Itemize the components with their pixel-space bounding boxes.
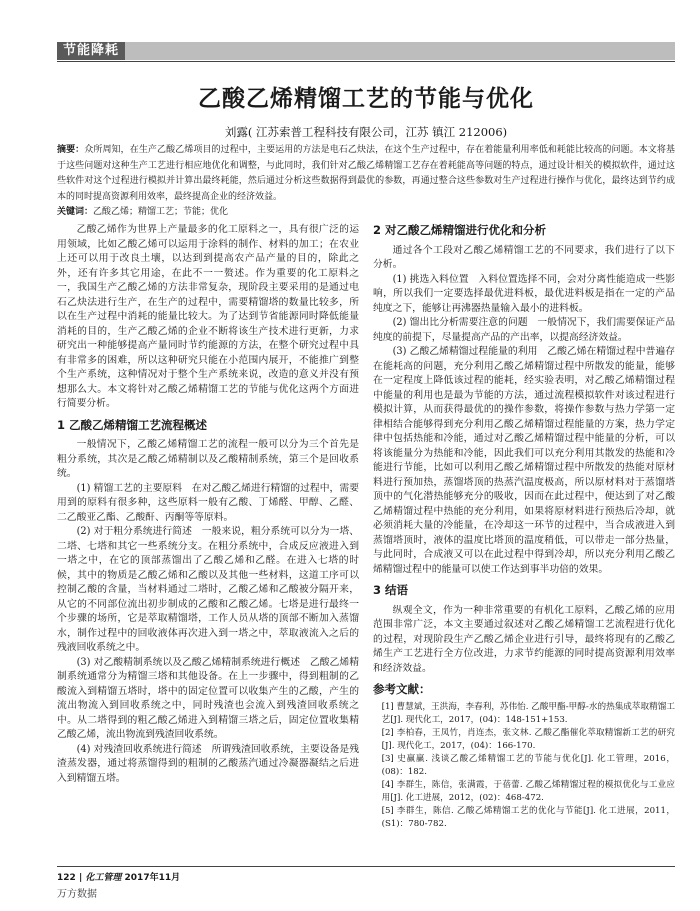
body-paragraph: (1) 挑选入料位置 入料位置选择不同，会对分离性能造成一些影响，所以我们一定要选择最优进料板，最优进料板是指在一定的产品纯度之下，能够让再沸器热量输入最小的进料板。 xyxy=(373,273,675,314)
body-paragraph: 一般情况下，乙酸乙烯精馏工艺的流程一般可以分为三个首先是粗分系统，其次是乙酸乙烯精制以及乙酸精制系统，第三个是回收系统。 xyxy=(57,439,359,479)
article-title: 乙酸乙烯精馏工艺的节能与优化 xyxy=(198,86,534,112)
body-paragraph: (2) 对于粗分系统进行简述 一般来说，粗分系统可以分为一塔、二塔、七塔和其它一些系统分支。在粗分系统中，合成反应液进入到一塔之中，在它的顶部蒸馏出了乙酸乙烯和乙醛。在进入七塔的时候，其中的物质是乙酸乙烯和乙酸以及其他一些材料，这道工序可以控制乙酸的含量，当材料通过二塔时，乙酸乙烯和乙酸被分隔开来，从它的不同部位流出初步制成的乙酸和乙酸乙烯。七塔是进行最终一个步骤的场所，它是萃取精馏塔，工作人员从塔的顶部不断加入蒸馏水，制作过程中的回收液体再次进入到一塔之中，萃取液流入之后的残液回收系统之中。 xyxy=(57,526,359,653)
section-heading-3: 3 结语 xyxy=(373,583,409,597)
body-paragraph: (4) 对残渣回收系统进行简述 所谓残渣回收系统，主要设备是残渣蒸发器，通过将蒸馏得到的粗制的乙酸蒸汽通过冷凝器凝结之后进入到精馏五塔。 xyxy=(57,743,359,784)
references-title: 参考文献： xyxy=(373,682,431,696)
header-rule xyxy=(57,61,675,62)
body-paragraph: (1) 精馏工艺的主要原料 在对乙酸乙烯进行精馏的过程中，需要用到的原料有很多种，这些原料一般有乙酸、丁烯醛、甲醇、乙醛、二乙酸亚乙酯、乙酸酐、丙酮等等原料。 xyxy=(57,482,359,523)
references-list xyxy=(373,701,675,831)
abstract xyxy=(57,143,675,205)
keywords-text: 乙酸乙烯；精馏工艺；节能；优化 xyxy=(93,207,229,217)
journal-name: 化工管理 xyxy=(85,873,122,883)
section-tag: 节能降耗 xyxy=(57,42,125,60)
body-paragraph: 纵观全文，作为一种非常重要的有机化工原料，乙酸乙烯的应用范围非常广泛，本文主要通过叙述对乙酸乙烯精馏工艺流程进行优化的过程，对现阶段生产乙酸乙烯企业进行引导，最终将现有的乙酸乙烯生产工艺进行全方位改进，力求节约能源的同时提高资源利用效率和经济效益。 xyxy=(373,604,675,674)
keywords xyxy=(57,205,675,219)
body-paragraph: (3) 乙酸乙烯精馏过程能量的利用 乙酸乙烯在精馏过程中普遍存在能耗高的问题，充分利用乙酸乙烯精馏过程中所散发的能量，能够在一定程度上降低该过程的能耗，经实验表明，对乙酸乙烯精馏过程中能量的利用也是最为节能的方法，通过流程模拟软件对该过程进行模拟计算，从而获得最优的的操作参数，将操作参数与热力学第一定律相结合能够得到充分利用乙酸乙烯精馏过程能量的方案，热力学定律中包括热能和冷能，通过对乙酸乙烯精馏过程中能量的分析，可以将该能量分为热能和冷能，因此我们可以充分利用其散发的热能和冷能进行节能，比如可以利用乙酸乙烯精馏过程中所散发的热能对原材料进行预加热，蒸馏塔顶的热蒸汽温度极高，所以原材料对于蒸馏塔顶中的气化潜热能够充分的吸收，因而在此过程中，便达到了对乙酸乙烯精馏过程中热能的充分利用，如果将原材料进行预热后冷却，就必须消耗大量的冷能量，在冷却这一环节的过程中，当合成液进入到蒸馏塔顶时，液体的温度比塔顶的温度稍低，可以带走一部分热量，与此同时，合成液又可以在此过程中得到冷却，所以充分利用乙酸乙烯精馏过程中的能量可以使工作达到事半功倍的效果。 xyxy=(373,346,675,575)
page-number: 122 xyxy=(57,873,76,883)
header-band xyxy=(57,42,675,60)
reference-item: [4] 李群生，陈信，张满霞，于蓓蕾. 乙酸乙烯精馏过程的模拟优化与工业应用[J]. 化工进展，2012，(02)：468-472. xyxy=(381,779,675,803)
reference-item: [5] 李群生，陈信. 乙酸乙烯精馏工艺的优化与节能[J]. 化工进展，2011，(S1)：780-782. xyxy=(381,805,675,829)
footer-rule xyxy=(57,866,675,867)
abstract-text: 众所周知，在生产乙酸乙烯项目的过程中，主要运用的方法是电石乙炔法，在这个生产过程中，存在着能量利用率低和耗能比较高的问题。本文将基于这些问题对这种生产工艺进行相应地优化和调整，与此同时，我们针对乙酸乙烯精馏工艺存在着耗能高等问题的特点，通过设计相关的模拟软件，通过这些软件对这个过程进行模拟并计算出最终耗能，然后通过分析这些数据得到最优的参数，再通过整合这些参数对生产过程进行操作与优化，最终达到节约成本的同时提高资源利用效率，最终提高企业的经济效益。 xyxy=(57,145,675,202)
page-footer xyxy=(57,870,180,883)
section-heading-1: 1 乙酸乙烯精馏工艺流程概述 xyxy=(57,417,208,432)
body-paragraph: (3) 对乙酸精制系统以及乙酸乙烯精制系统进行概述 乙酸乙烯精制系统通常分为精馏三塔和其他设备。在上一步骤中，得到粗制的乙酸流入到精馏五塔时，塔中的固定位置可以收集产生的乙酸，产生的流出物流入到回收系统之中，同时残渣也会流入到残渣回收系统之中。从二塔得到的粗乙酸乙烯进入到精馏三塔之后，固定位置收集精乙酸乙烯，流出物流到残渣回收系统。 xyxy=(57,656,359,740)
wanfang-watermark: 万方数据 xyxy=(57,889,97,900)
body-paragraph: (2) 馏出比分析需要注意的问题 一般情况下，我们需要保证产品纯度的前提下，尽量提高产品的产出率，以提高经济效益。 xyxy=(373,317,675,343)
reference-item: [3] 史赢赢. 浅谈乙酸乙烯精馏工艺的节能与优化[J]. 化工管理，2016，(08)：182. xyxy=(381,753,675,777)
reference-item: [2] 李柏春，王凤竹，肖连杰，张文林. 乙酸乙酯催化萃取精馏新工艺的研究[J]. 现代化工，2017，(04)：166-170. xyxy=(381,727,675,751)
intro-paragraph: 乙酸乙烯作为世界上产量最多的化工原料之一，具有很广泛的运用领域，比如乙酸乙烯可以运用于涂料的制作、材料的加工；在农业上还可以用于改良土壤，以达到到提高农产品产量的目的，除此之外，还有许多其它用途，在此不一一赘述。作为重要的化工原料之一，我国生产乙酸乙烯的方法非常复杂，现阶段主要采用的是通过电石乙炔法进行生产，在生产的过程中，需要精馏塔的数量比较多，所以在生产过程中消耗的能量比较大。为了达到节省能源同时降低能量消耗的目的，生产乙酸乙烯的企业不断将该生产技术进行更新，力求研究出一种能够提高产量同时节约能源的方法，在整个研究过程中具有非常多的困难，所以这种研究只能在小范围内展开，不能推广到整个生产系统，这种情况对于整个生产系统来说，改造的意义并没有预想那么大。本文将针对乙酸乙烯精馏工艺的节能与优化这两个方面进行简要分析。 xyxy=(57,224,359,409)
keywords-label: 关键词： xyxy=(57,207,94,217)
left-column xyxy=(57,223,359,786)
right-column xyxy=(373,223,675,831)
reference-item: [1] 曹慧斌，王洪海，李春利，苏伟怡. 乙酸甲酯-甲醇-水的热集成萃取精馏工艺[J]. 现代化工，2017，(04)：148-151+153. xyxy=(381,701,675,725)
section-heading-2: 2 对乙酸乙烯精馏进行优化和分析 xyxy=(373,223,547,237)
footer-separator: | xyxy=(78,873,83,883)
article-author: 刘露( 江苏索普工程科技有限公司，江苏 镇江 212006) xyxy=(224,125,508,139)
body-paragraph: 通过各个工段对乙酸乙烯精馏工艺的不同要求，我们进行了以下分析。 xyxy=(373,244,675,270)
abstract-label: 摘要： xyxy=(57,145,85,155)
issue-date: 2017年11月 xyxy=(124,873,181,883)
